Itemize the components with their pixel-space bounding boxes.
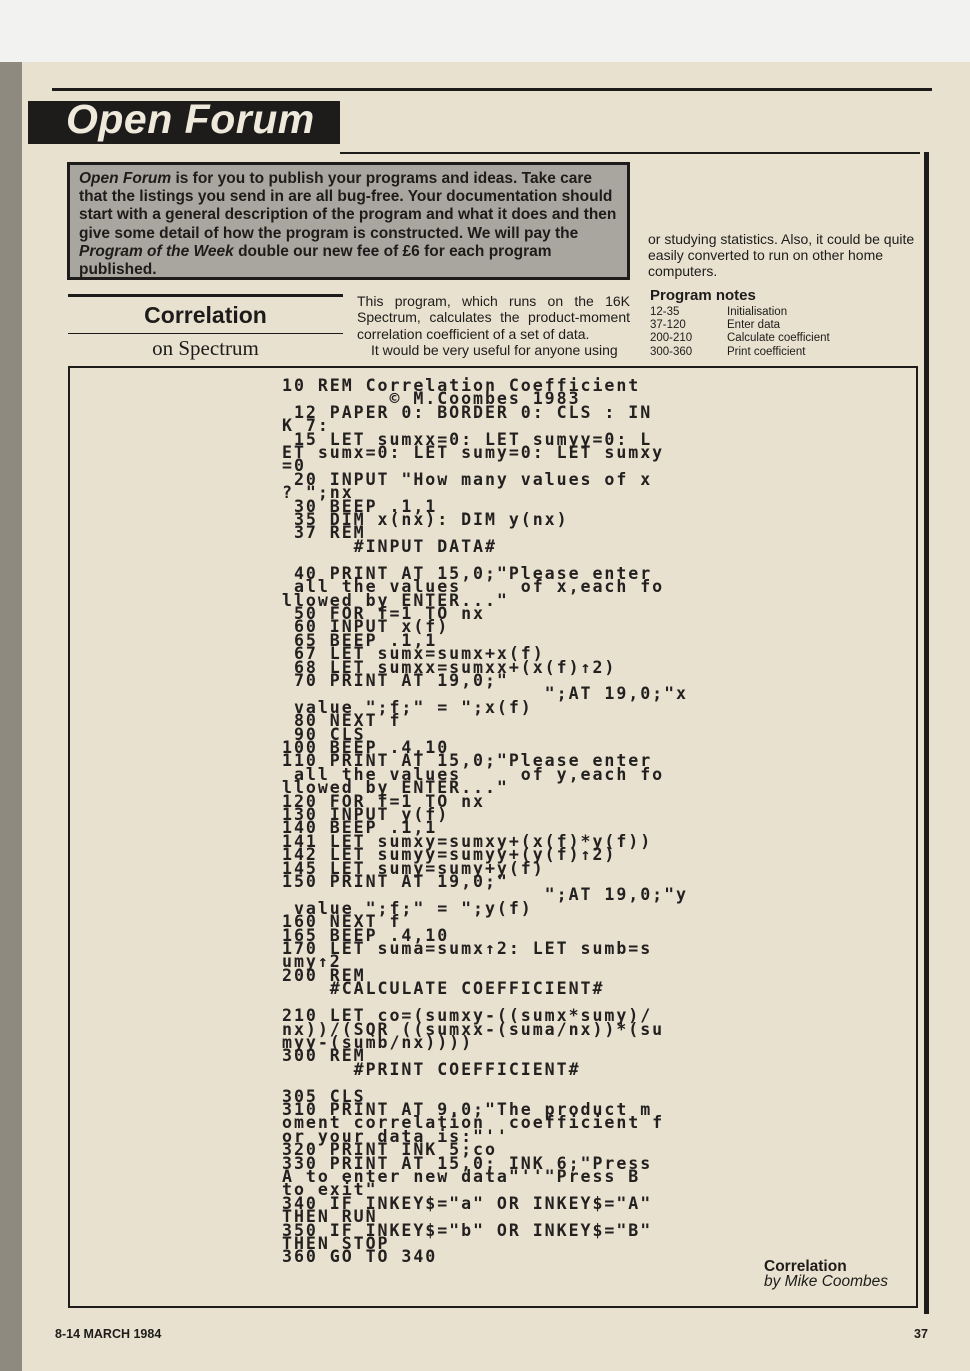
credit-author: by Mike Coombes — [764, 1273, 889, 1290]
heading-rule-top — [68, 294, 343, 297]
notes-description: Calculate coefficient — [727, 332, 830, 345]
footer-page-number: 37 — [914, 1327, 928, 1341]
program-notes-row — [650, 332, 830, 345]
article-column-2 — [357, 293, 630, 359]
notes-description: Enter data — [727, 319, 781, 332]
program-notes-table — [650, 306, 830, 359]
right-column-rule — [924, 152, 929, 1314]
notes-line-range: 12-35 — [650, 306, 680, 318]
footer-date: 8-14 MARCH 1984 — [55, 1327, 162, 1341]
article-paragraph-2: It would be very useful for anyone using — [371, 342, 618, 359]
program-notes-row — [650, 306, 830, 319]
article-column-3: or studying statistics. Also, it could be quite easily converted to run on other home computers. — [648, 231, 915, 279]
program-listing: 10 REM Correlation Coefficient © M.Coombes 1983 12 PAPER 0: BORDER 0: CLS : IN K 7: 15 LET sumxx=0: LET sumyy=0: L ET sumx=0: LET sumy=0: LET sumxy =0 20 INPUT "How many values of x ? ";nx 30 BEEP .1,1 35 DIM x(nx): DIM y(nx) 37 REM #INPUT DATA# 40 PRINT AT 15,0;"Please enter all the values of x,each fo llowed by ENTER..." 50 FOR f=1 TO nx 60 INPUT x(f) 65 BEEP .1,1 67 LET sumx=sumx+x(f) 68 LET sumxx=sumxx+(x(f)↑2) 70 PRINT AT 19,0;" ";AT 19,0;"x value ";f;" = ";x(f) 80 NEXT f 90 CLS 100 BEEP .4,10 110 PRINT AT 15,0;"Please enter all the values of y,each fo llowed by ENTER..." 120 FOR f=1 TO nx 130 INPUT y(f) 140 BEEP .1,1 141 LET sumxy=sumxy+(x(f)*y(f)) 142 LET sumyy=sumyy+(y(f)↑2) 145 LET sumy=sumy+y(f) 150 PRINT AT 19,0;" ";AT 19,0;"y value ";f;" = ";y(f) 160 NEXT f 165 BEEP .4,10 170 LET suma=sumx↑2: LET sumb=s umy↑2 200 REM #CALCULATE COEFFICIENT# 210 LET co=(sumxy-((sumx*sumy)/ nx))/(SQR ((sumxx-(suma/nx))*(su myy-(sumb/nx)))) 300 REM #PRINT COEFFICIENT# 305 CLS 310 PRINT AT 9,0;"The product m oment correlation coefficient f or your data is:"'' 320 PRINT INK 5;co 330 PRINT AT 15,0; INK 6;"Press A to enter new data"''"Press B to exit" 340 IF INKEY$="a" OR INKEY$="A" THEN RUN 350 IF INKEY$="b" OR INKEY$="B" THEN STOP 360 GO TO 340 — [282, 376, 688, 1267]
article-paragraph-1: This program, which runs on the 16K Spectrum, calculates the product-moment correlation coefficient of a set of data. — [357, 293, 630, 342]
notes-line-range: 200-210 — [650, 332, 693, 345]
heading-rule-mid — [68, 333, 343, 334]
article-title: Correlation — [144, 302, 267, 328]
notes-description: Print coefficient — [727, 345, 806, 358]
header-rule — [340, 152, 920, 154]
scan-left-edge — [0, 62, 22, 1371]
program-notes-row — [650, 319, 830, 332]
notes-description: Initialisation — [727, 306, 788, 318]
credit-title: Correlation — [764, 1258, 847, 1275]
intro-text-2: double our new fee of £6 for each program published. — [79, 242, 552, 279]
article-subtitle: on Spectrum — [152, 336, 259, 360]
scan-top-margin — [0, 0, 970, 62]
intro-italic-2: Program of the Week — [79, 242, 234, 260]
top-rule — [52, 88, 932, 91]
notes-line-range: 37-120 — [650, 319, 686, 332]
section-banner-title: Open Forum — [66, 96, 315, 142]
notes-line-range: 300-360 — [650, 345, 693, 358]
intro-italic-1: Open Forum — [79, 170, 172, 187]
program-notes-row — [650, 346, 830, 359]
program-notes-title: Program notes — [650, 287, 756, 304]
intro-text-1: is for you to publish your programs and ideas. Take care that the listings you send in are all bug-free. Your documentation should start with a general description of the program and what it does and then give some detail of how the program is constructed. We will pay the — [79, 170, 617, 242]
intro-box — [67, 162, 630, 280]
